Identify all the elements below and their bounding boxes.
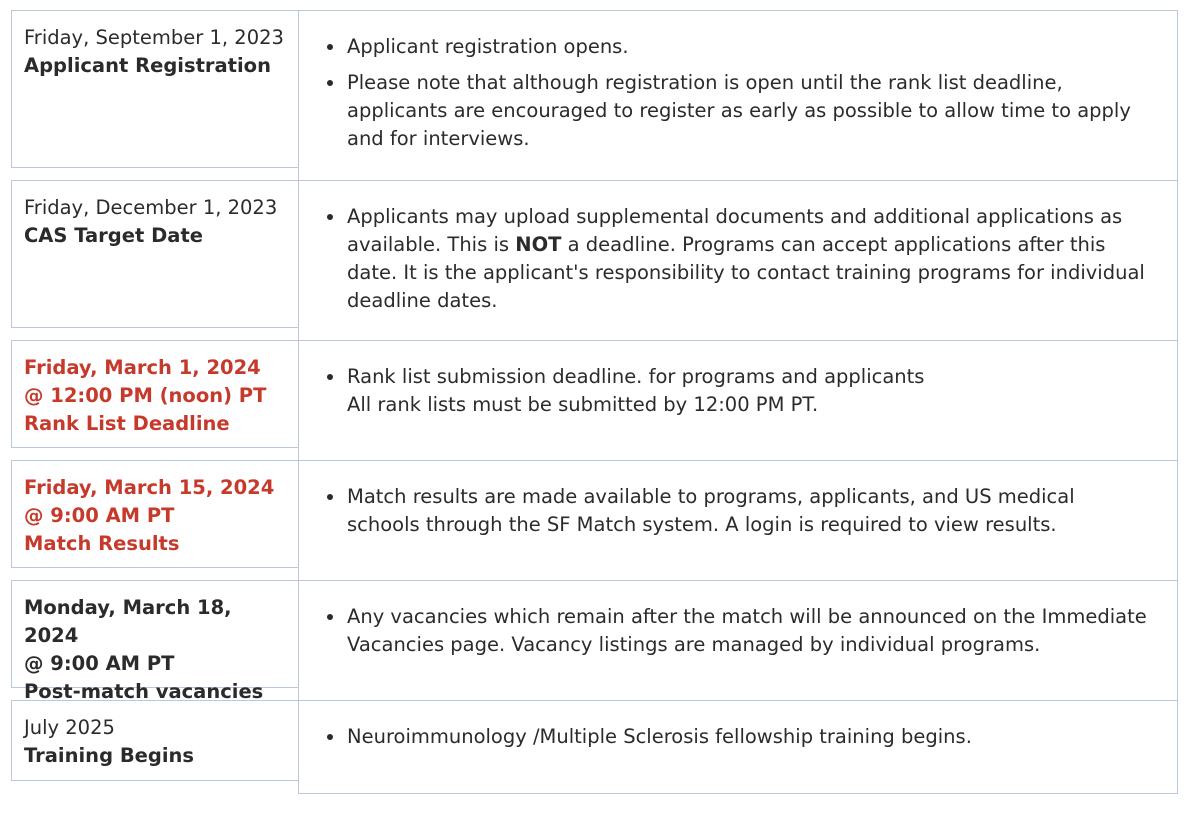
event-time: @ 12:00 PM (noon) PT xyxy=(24,384,267,407)
detail-cell-post-match xyxy=(298,580,1178,701)
event-date: Friday, December 1, 2023 xyxy=(24,196,278,219)
bullet-list xyxy=(347,363,1147,419)
event-title: CAS Target Date xyxy=(24,224,203,247)
event-title: Training Begins xyxy=(24,744,195,767)
event-date: Monday, March 18, 2024 xyxy=(24,596,232,647)
detail-cell-match-results xyxy=(298,460,1178,581)
event-title: Applicant Registration xyxy=(24,54,271,77)
bullet-text: All rank lists must be submitted by 12:00 PM PT. xyxy=(347,393,819,416)
list-item xyxy=(347,363,1147,419)
date-cell-post-match xyxy=(11,580,298,703)
bullet-list xyxy=(347,723,1147,751)
event-title: Post-match vacancies xyxy=(24,680,264,703)
bullet-list xyxy=(347,33,1147,153)
bullet-list xyxy=(347,603,1147,659)
bullet-text: Rank list submission deadline. for programs and applicants xyxy=(347,365,925,388)
event-time: @ 9:00 AM PT xyxy=(24,652,175,675)
date-cell-cas xyxy=(11,180,298,328)
list-item: Any vacancies which remain after the match will be announced on the Immediate Vacancies page. Vacancy listings are managed by individual programs. xyxy=(347,603,1147,659)
date-cell-training xyxy=(11,700,298,781)
bullet-list xyxy=(347,483,1147,539)
detail-cell-cas xyxy=(298,180,1178,341)
event-title: Match Results xyxy=(24,532,180,555)
bullet-text: Applicants may upload supplemental documents and additional applications as available. This is xyxy=(347,205,1123,256)
detail-cell-rank-list xyxy=(298,340,1178,461)
bullet-list xyxy=(347,203,1147,315)
event-date: Friday, March 1, 2024 xyxy=(24,356,261,379)
bullet-text: a deadline. Programs can accept applications after this date. It is the applicant's responsibility to contact training programs for individual deadline dates. xyxy=(347,233,1145,312)
event-date: Friday, March 15, 2024 xyxy=(24,476,275,499)
emphasis-text: NOT xyxy=(515,233,562,256)
list-item: Applicant registration opens. xyxy=(347,33,1147,61)
event-date: July 2025 xyxy=(24,716,115,739)
event-title: Rank List Deadline xyxy=(24,412,230,435)
detail-cell-training xyxy=(298,700,1178,794)
list-item: Match results are made available to programs, applicants, and US medical schools through the SF Match system. A login is required to view results. xyxy=(347,483,1147,539)
date-cell-registration xyxy=(11,10,298,168)
list-item: Please note that although registration is open until the rank list deadline, applicants are encouraged to register as early as possible to allow time to apply and for interviews. xyxy=(347,69,1147,153)
date-cell-rank-list xyxy=(11,340,298,448)
list-item: Neuroimmunology /Multiple Sclerosis fellowship training begins. xyxy=(347,723,1147,751)
date-cell-match-results xyxy=(11,460,298,568)
list-item xyxy=(347,203,1147,315)
event-time: @ 9:00 AM PT xyxy=(24,504,175,527)
event-date: Friday, September 1, 2023 xyxy=(24,26,284,49)
detail-cell-registration xyxy=(298,10,1178,181)
